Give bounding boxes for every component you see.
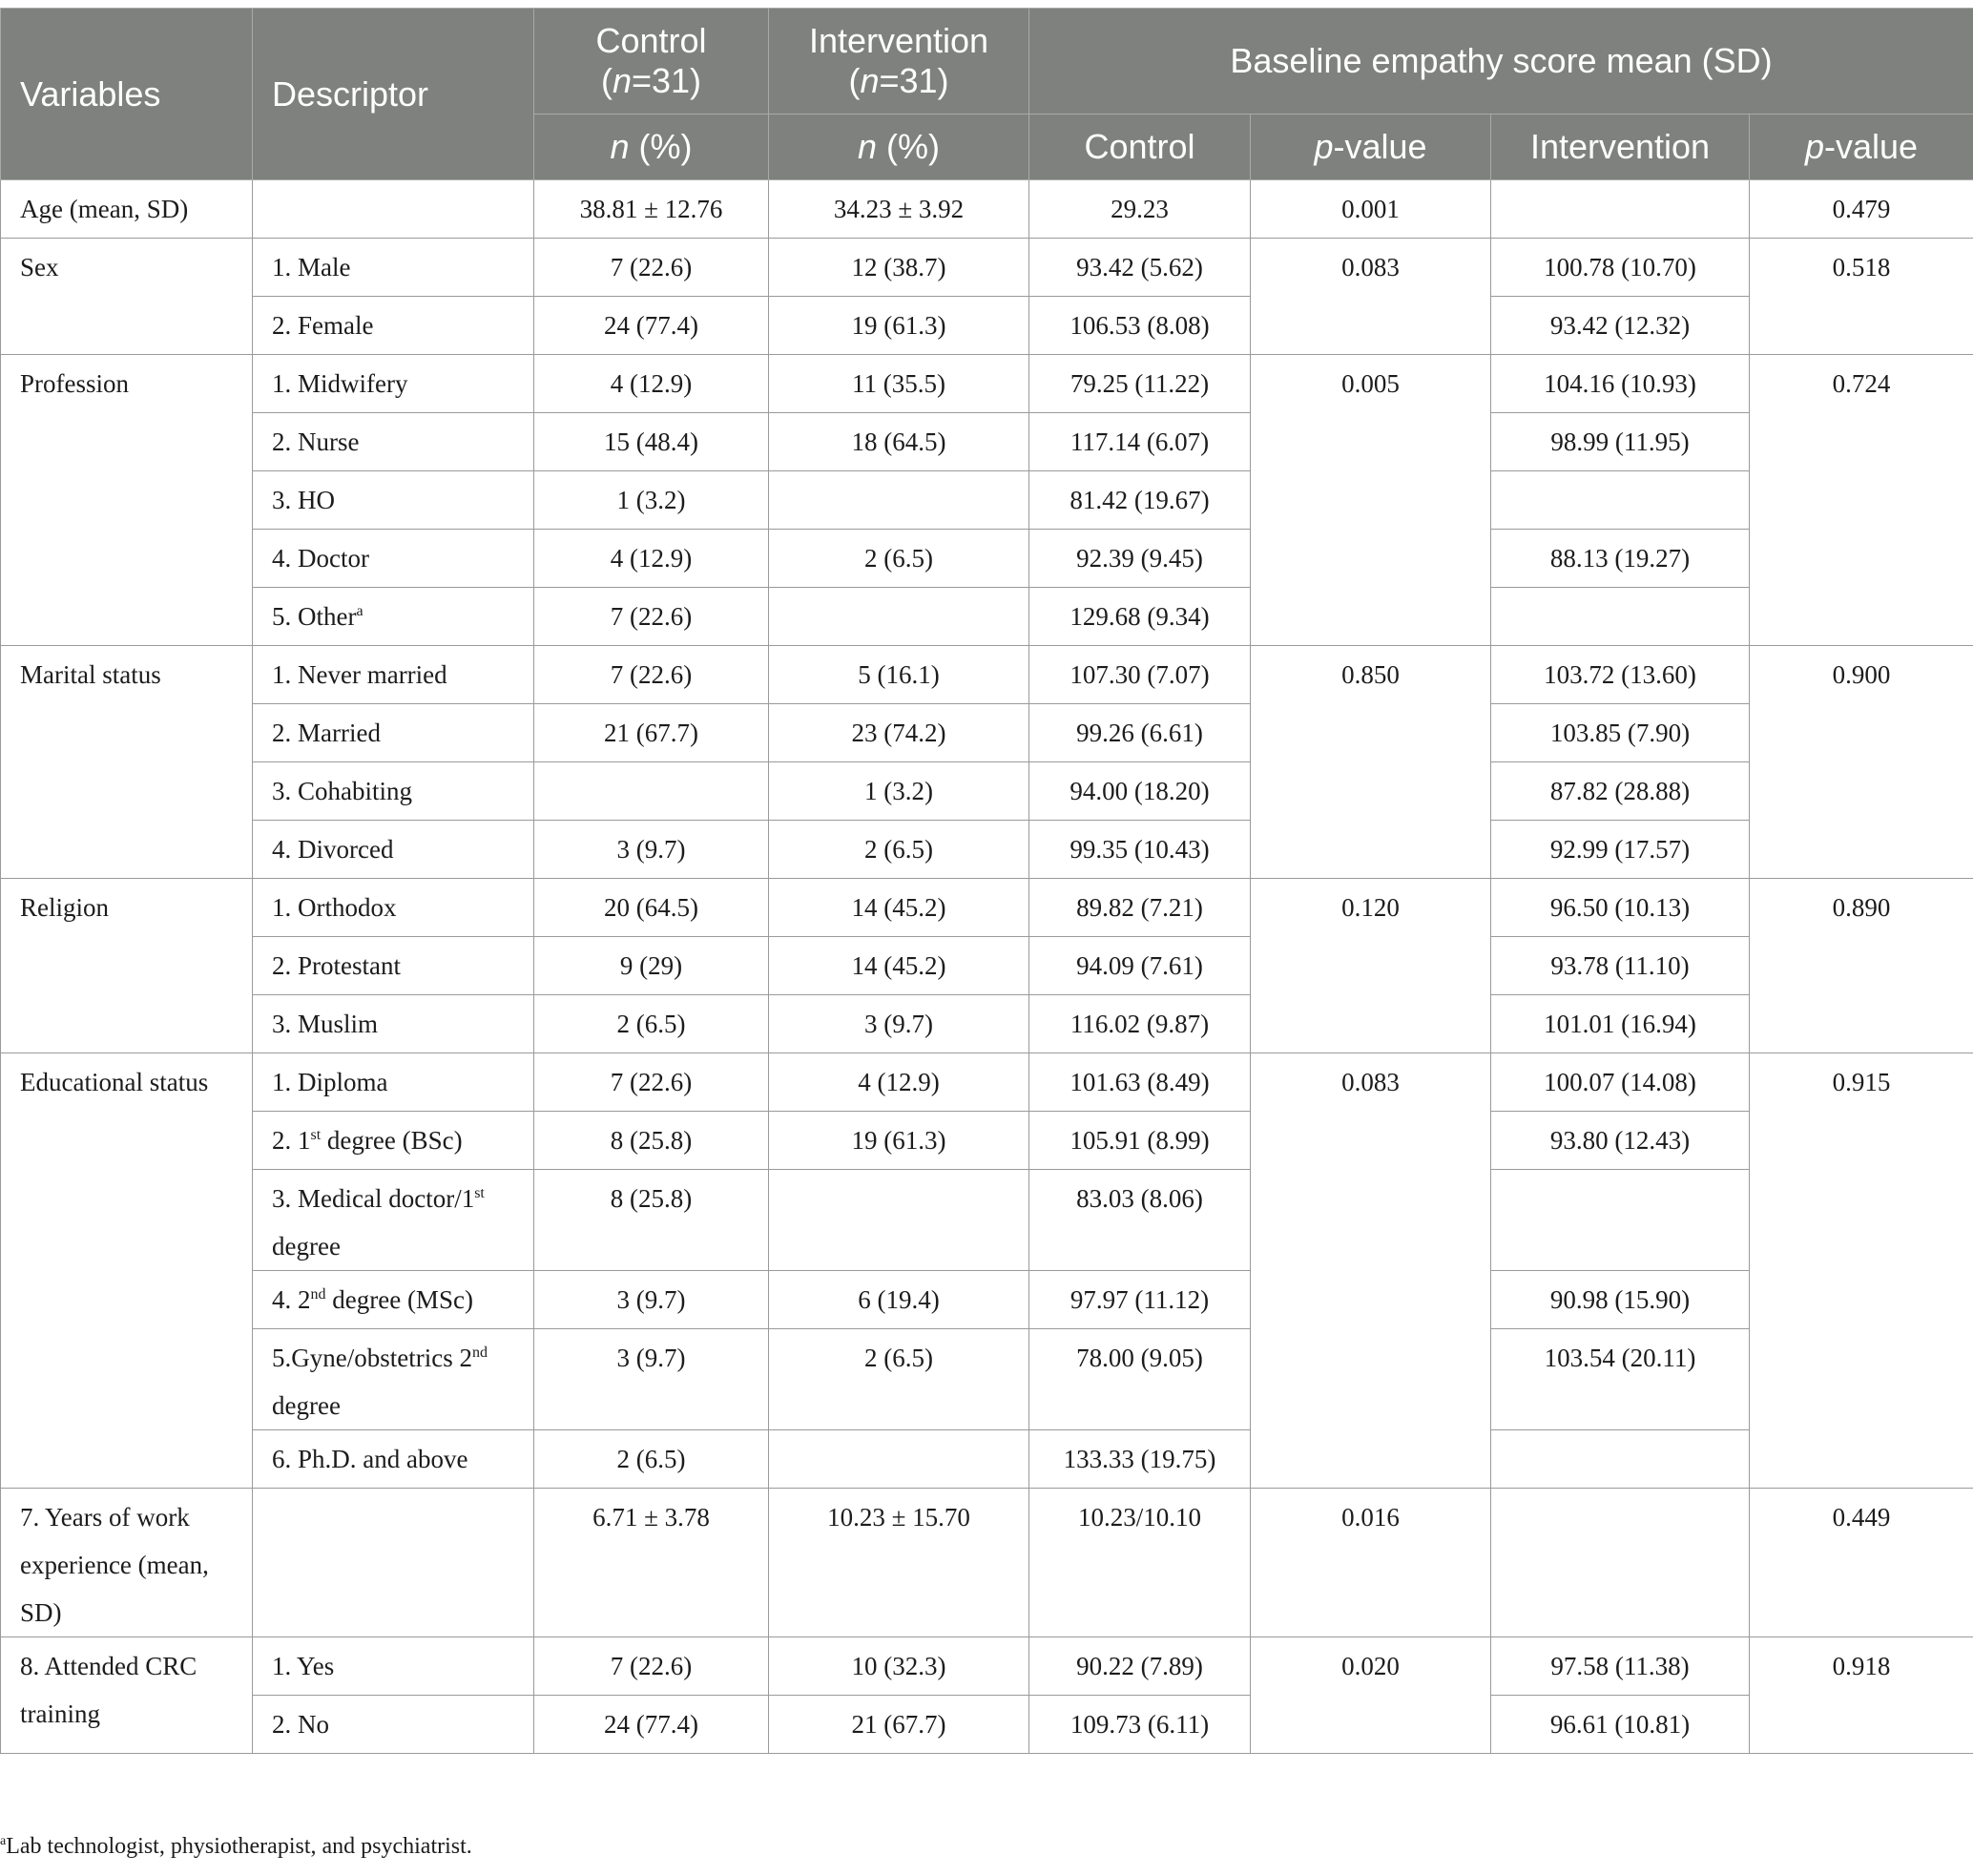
table-row [1,937,1973,995]
descriptor-cell: 4. 2nd degree (MSc) [253,1271,534,1329]
intervention-cell: 10.23 ± 15.70 [769,1489,1029,1637]
control-cell: 20 (64.5) [534,879,769,937]
p-control-cell: 0.083 [1251,1053,1491,1489]
intervention-cell: 19 (61.3) [769,297,1029,355]
control-cell: 2 (6.5) [534,1430,769,1489]
score-control-cell: 29.23 [1029,180,1251,239]
descriptor-cell [253,180,534,239]
descriptor-cell: 3. Cohabiting [253,762,534,821]
table-row [1,762,1973,821]
control-cell: 3 (9.7) [534,821,769,879]
control-cell: 38.81 ± 12.76 [534,180,769,239]
descriptor-cell: 1. Diploma [253,1053,534,1112]
footnote-text: Lab technologist, physiotherapist, and psychiatrist. [6,1834,472,1859]
intervention-cell: 12 (38.7) [769,239,1029,297]
descriptor-cell: 3. Medical doctor/1st degree [253,1170,534,1271]
score-control-cell: 101.63 (8.49) [1029,1053,1251,1112]
table-body [1,180,1973,1754]
score-intervention-cell: 100.78 (10.70) [1491,239,1750,297]
table-row [1,1489,1973,1637]
descriptor-cell: 1. Orthodox [253,879,534,937]
score-intervention-cell: 92.99 (17.57) [1491,821,1750,879]
score-control-cell: 78.00 (9.05) [1029,1329,1251,1430]
descriptor-cell: 3. HO [253,471,534,530]
control-cell: 21 (67.7) [534,704,769,762]
intervention-cell [769,1170,1029,1271]
score-control-cell: 10.23/10.10 [1029,1489,1251,1637]
control-cell: 6.71 ± 3.78 [534,1489,769,1637]
header-n-pct-intervention: n (%) [769,115,1029,180]
descriptor-cell: 2. Female [253,297,534,355]
intervention-cell [769,471,1029,530]
header-p-control: p-value [1251,115,1491,180]
p-intervention-cell: 0.479 [1750,180,1973,239]
header-intervention: Intervention (n=31) [769,9,1029,115]
table-row [1,1271,1973,1329]
score-intervention-cell [1491,1430,1750,1489]
score-control-cell: 97.97 (11.12) [1029,1271,1251,1329]
descriptor-cell: 5. Other$^a$ [253,588,534,646]
score-control-cell: 92.39 (9.45) [1029,530,1251,588]
table-row [1,1053,1973,1112]
table-row [1,471,1973,530]
variable-cell: Sex [1,239,253,355]
score-control-cell: 94.09 (7.61) [1029,937,1251,995]
table-row [1,239,1973,297]
control-cell: 9 (29) [534,937,769,995]
p-control-cell: 0.020 [1251,1637,1491,1754]
control-cell: 1 (3.2) [534,471,769,530]
score-intervention-cell: 93.42 (12.32) [1491,297,1750,355]
score-intervention-cell: 103.85 (7.90) [1491,704,1750,762]
intervention-cell: 2 (6.5) [769,821,1029,879]
table-row [1,180,1973,239]
descriptor-cell: 1. Midwifery [253,355,534,413]
control-cell: 8 (25.8) [534,1170,769,1271]
table-row [1,1637,1973,1696]
descriptor-cell: 2. 1st degree (BSc) [253,1112,534,1170]
descriptor-cell: 1. Yes [253,1637,534,1696]
intervention-cell: 23 (74.2) [769,704,1029,762]
p-control-cell: 0.850 [1251,646,1491,879]
score-control-cell: 83.03 (8.06) [1029,1170,1251,1271]
control-cell: 15 (48.4) [534,413,769,471]
score-control-cell: 109.73 (6.11) [1029,1696,1251,1754]
score-control-cell: 99.35 (10.43) [1029,821,1251,879]
intervention-cell: 14 (45.2) [769,879,1029,937]
control-cell: 8 (25.8) [534,1112,769,1170]
intervention-cell: 34.23 ± 3.92 [769,180,1029,239]
table-row [1,530,1973,588]
score-intervention-cell: 88.13 (19.27) [1491,530,1750,588]
score-intervention-cell [1491,471,1750,530]
intervention-cell: 18 (64.5) [769,413,1029,471]
intervention-cell: 14 (45.2) [769,937,1029,995]
header-sub-control: Control [1029,115,1251,180]
p-intervention-cell: 0.890 [1750,879,1973,1053]
intervention-cell: 3 (9.7) [769,995,1029,1053]
score-intervention-cell: 96.50 (10.13) [1491,879,1750,937]
table-footnote [0,1834,472,1860]
variable-cell: 7. Years of work experience (mean, SD) [1,1489,253,1637]
score-control-cell: 89.82 (7.21) [1029,879,1251,937]
control-cell: 2 (6.5) [534,995,769,1053]
p-control-cell: 0.083 [1251,239,1491,355]
header-sub-intervention: Intervention [1491,115,1750,180]
descriptor-cell: 2. Married [253,704,534,762]
p-control-cell: 0.005 [1251,355,1491,646]
intervention-cell: 11 (35.5) [769,355,1029,413]
table-row [1,355,1973,413]
score-intervention-cell [1491,1489,1750,1637]
control-cell: 24 (77.4) [534,297,769,355]
table-row [1,879,1973,937]
table-row [1,821,1973,879]
descriptor-cell: 1. Male [253,239,534,297]
control-cell: 7 (22.6) [534,646,769,704]
table-row [1,1430,1973,1489]
variable-cell: Marital status [1,646,253,879]
score-intervention-cell: 90.98 (15.90) [1491,1271,1750,1329]
variable-cell: Profession [1,355,253,646]
table-row [1,646,1973,704]
score-intervention-cell: 87.82 (28.88) [1491,762,1750,821]
score-control-cell: 117.14 (6.07) [1029,413,1251,471]
table-row [1,1170,1973,1271]
score-intervention-cell: 97.58 (11.38) [1491,1637,1750,1696]
score-intervention-cell: 93.80 (12.43) [1491,1112,1750,1170]
score-intervention-cell: 100.07 (14.08) [1491,1053,1750,1112]
intervention-cell: 2 (6.5) [769,1329,1029,1430]
control-cell: 7 (22.6) [534,1637,769,1696]
variable-cell: Religion [1,879,253,1053]
descriptor-cell: 5.Gyne/obstetrics 2nd degree [253,1329,534,1430]
header-descriptor: Descriptor [253,9,534,180]
descriptor-cell: 3. Muslim [253,995,534,1053]
variable-cell: 8. Attended CRC training [1,1637,253,1754]
p-intervention-cell: 0.449 [1750,1489,1973,1637]
score-control-cell: 93.42 (5.62) [1029,239,1251,297]
p-intervention-cell: 0.915 [1750,1053,1973,1489]
control-cell: 4 (12.9) [534,530,769,588]
descriptor-cell: 1. Never married [253,646,534,704]
control-cell: 7 (22.6) [534,1053,769,1112]
descriptor-cell: 6. Ph.D. and above [253,1430,534,1489]
intervention-cell: 19 (61.3) [769,1112,1029,1170]
table-row [1,588,1973,646]
header-p-intervention: p-value [1750,115,1973,180]
score-intervention-cell [1491,588,1750,646]
intervention-cell [769,588,1029,646]
intervention-cell: 6 (19.4) [769,1271,1029,1329]
variable-cell: Age (mean, SD) [1,180,253,239]
table-row [1,413,1973,471]
control-cell: 4 (12.9) [534,355,769,413]
control-cell: 7 (22.6) [534,588,769,646]
score-intervention-cell: 103.72 (13.60) [1491,646,1750,704]
header-baseline: Baseline empathy score mean (SD) [1029,9,1973,115]
score-control-cell: 107.30 (7.07) [1029,646,1251,704]
intervention-cell: 4 (12.9) [769,1053,1029,1112]
intervention-cell: 21 (67.7) [769,1696,1029,1754]
header-variables: Variables [1,9,253,180]
descriptor-cell: 4. Divorced [253,821,534,879]
control-cell: 3 (9.7) [534,1271,769,1329]
score-intervention-cell: 101.01 (16.94) [1491,995,1750,1053]
descriptor-cell [253,1489,534,1637]
score-control-cell: 129.68 (9.34) [1029,588,1251,646]
header-n-pct-control: n (%) [534,115,769,180]
descriptor-cell: 4. Doctor [253,530,534,588]
score-control-cell: 133.33 (19.75) [1029,1430,1251,1489]
control-cell: 7 (22.6) [534,239,769,297]
score-intervention-cell: 103.54 (20.11) [1491,1329,1750,1430]
header-control: Control (n=31) [534,9,769,115]
table-row [1,704,1973,762]
table-row [1,1696,1973,1754]
score-control-cell: 81.42 (19.67) [1029,471,1251,530]
p-control-cell: 0.120 [1251,879,1491,1053]
control-cell: 24 (77.4) [534,1696,769,1754]
score-control-cell: 79.25 (11.22) [1029,355,1251,413]
table-header [1,9,1973,180]
descriptor-cell: 2. Protestant [253,937,534,995]
table-row [1,995,1973,1053]
score-intervention-cell [1491,180,1750,239]
table-row [1,1329,1973,1430]
footnote-marker: a [0,1834,7,1848]
intervention-cell: 10 (32.3) [769,1637,1029,1696]
intervention-cell: 2 (6.5) [769,530,1029,588]
control-cell: 3 (9.7) [534,1329,769,1430]
score-intervention-cell: 93.78 (11.10) [1491,937,1750,995]
intervention-cell [769,1430,1029,1489]
score-control-cell: 105.91 (8.99) [1029,1112,1251,1170]
score-intervention-cell: 104.16 (10.93) [1491,355,1750,413]
p-intervention-cell: 0.918 [1750,1637,1973,1754]
score-control-cell: 90.22 (7.89) [1029,1637,1251,1696]
intervention-cell: 1 (3.2) [769,762,1029,821]
p-intervention-cell: 0.518 [1750,239,1973,355]
table-row [1,297,1973,355]
p-intervention-cell: 0.900 [1750,646,1973,879]
score-intervention-cell: 98.99 (11.95) [1491,413,1750,471]
descriptor-cell: 2. Nurse [253,413,534,471]
control-cell [534,762,769,821]
score-control-cell: 116.02 (9.87) [1029,995,1251,1053]
p-control-cell: 0.001 [1251,180,1491,239]
p-intervention-cell: 0.724 [1750,355,1973,646]
score-intervention-cell: 96.61 (10.81) [1491,1696,1750,1754]
p-control-cell: 0.016 [1251,1489,1491,1637]
score-control-cell: 94.00 (18.20) [1029,762,1251,821]
variable-cell: Educational status [1,1053,253,1489]
footnote-marker: a [356,603,363,619]
descriptor-cell: 2. No [253,1696,534,1754]
table-row [1,1112,1973,1170]
score-intervention-cell [1491,1170,1750,1271]
score-control-cell: 99.26 (6.61) [1029,704,1251,762]
intervention-cell: 5 (16.1) [769,646,1029,704]
demographics-table [0,8,1973,1754]
score-control-cell: 106.53 (8.08) [1029,297,1251,355]
